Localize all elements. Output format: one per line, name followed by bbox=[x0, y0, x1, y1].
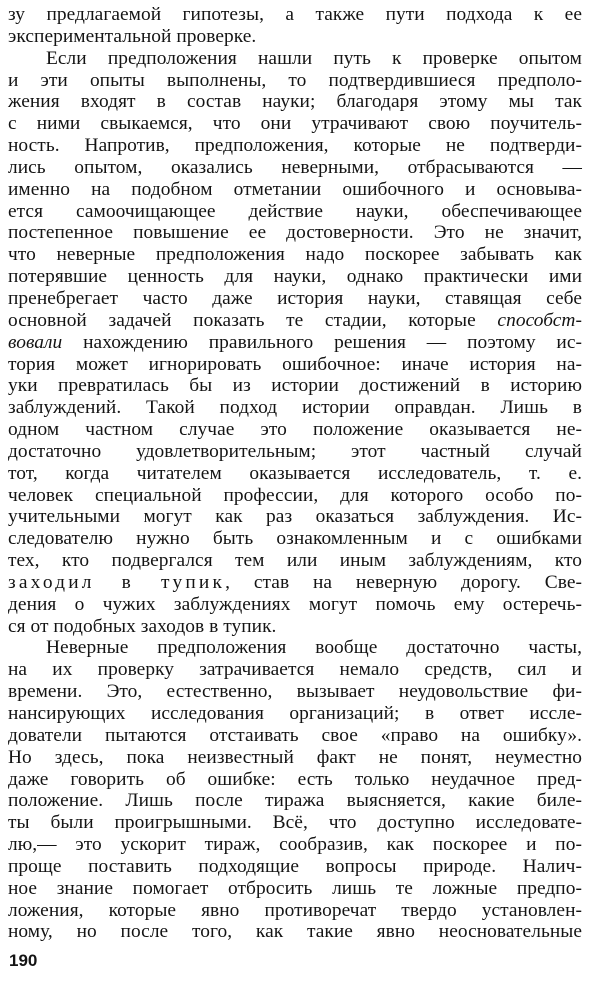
text-line: экспериментальной проверке. bbox=[8, 25, 257, 47]
emphasized-word: способст- bbox=[497, 309, 582, 331]
text-line: лись опытом, оказались неверными, отбрасываются — bbox=[8, 156, 582, 178]
text-line: именно на подобном отметании ошибочного и основыва- bbox=[8, 178, 582, 200]
text-line: с ними свыкаемся, что они утрачивают свою поучитель- bbox=[8, 113, 582, 135]
paragraph-first-line: Если предположения нашли путь к проверке опытом bbox=[46, 47, 582, 69]
text-line: на их проверку затрачивается немало средств, сил и bbox=[8, 659, 582, 681]
spaced-emphasis: заходил в тупик bbox=[8, 571, 226, 593]
text-line-with-spacing bbox=[8, 572, 582, 594]
text-line: дения о чужих заблуждениях могут помочь ему остеречь- bbox=[8, 593, 582, 615]
text-line: уки превратилась бы из истории достижений в историю bbox=[8, 375, 582, 397]
text-segment: нахождению правильного решения — поэтому ис- bbox=[62, 331, 582, 353]
text-line: Но здесь, пока неизвестный факт не понят, неуместно bbox=[8, 746, 582, 768]
text-line: пренебрегает часто даже история науки, ставящая себе bbox=[8, 287, 582, 309]
text-line: что неверные предположения надо поскорее забывать как bbox=[8, 244, 582, 266]
text-line-with-emphasis bbox=[8, 332, 582, 354]
text-line: достаточно удовлетворительным; этот частный случай bbox=[8, 440, 582, 462]
text-segment: основной задачей показать те стадии, которые bbox=[8, 309, 498, 331]
text-line: лю,— это ускорит тираж, сообразив, как поскорее и по- bbox=[8, 834, 582, 856]
text-line: даже говорить об ошибке: есть только неудачное пред- bbox=[8, 768, 582, 790]
text-line: постепенное повышение ее достоверности. Это не значит, bbox=[8, 222, 582, 244]
text-line: проще поставить подходящие вопросы природе. Налич- bbox=[8, 855, 582, 877]
text-line: ется самоочищающее действие науки, обеспечивающее bbox=[8, 200, 582, 222]
text-line: дователи пытаются отстаивать свое «право на ошибку». bbox=[8, 724, 582, 746]
text-line: зу предлагаемой гипотезы, а также пути подхода к ее bbox=[8, 4, 582, 25]
text-line: и эти опыты выполнены, то подтвердившиеся предполо- bbox=[8, 69, 582, 91]
text-line: учительными могут как раз оказаться заблуждения. Ис- bbox=[8, 506, 582, 528]
text-line: заблуждений. Такой подход истории оправдан. Лишь в bbox=[8, 397, 582, 419]
text-line: жения входят в состав науки; благодаря этому мы так bbox=[8, 91, 582, 113]
text-line: ность. Напротив, предположения, которые не подтверди- bbox=[8, 135, 582, 157]
text-line: тех, кто подвергался тем или иным заблуждениям, кто bbox=[8, 550, 582, 572]
text-line: ложения, которые явно противоречат твердо установлен- bbox=[8, 899, 582, 921]
text-line: тория может игнорировать ошибочное: иначе история на- bbox=[8, 353, 582, 375]
text-line: положение. Лишь после тиража выясняется, какие биле- bbox=[8, 790, 582, 812]
text-line: нансирующих исследования организаций; в ответ иссле- bbox=[8, 703, 582, 724]
text-line: тот, когда читателем оказывается исследователь, т. е. bbox=[8, 462, 582, 484]
text-line: одном частном случае это положение оказывается не- bbox=[8, 419, 582, 441]
text-line: времени. Это, естественно, вызывает неудовольствие фи- bbox=[8, 681, 582, 703]
text-line: ты были проигрышными. Всё, что доступно исследовате- bbox=[8, 812, 582, 834]
text-line: ное знание помогает отбросить лишь те ложные предпо- bbox=[8, 877, 582, 899]
paragraph-first-line: Неверные предположения вообще достаточно часты, bbox=[46, 637, 582, 659]
text-line: ному, но после того, как такие явно неосновательные bbox=[8, 921, 582, 943]
text-line: потерявшие ценность для науки, однако практически ими bbox=[8, 266, 582, 288]
text-segment: , став на неверную дорогу. Све- bbox=[225, 571, 582, 593]
book-page-text bbox=[8, 4, 582, 943]
page-number: 190 bbox=[9, 951, 38, 970]
text-line-with-emphasis bbox=[8, 310, 582, 332]
text-line: человек специальной профессии, для которого особо по- bbox=[8, 484, 582, 506]
text-line: ся от подобных заходов в тупик. bbox=[8, 615, 277, 637]
text-line: следователю нужно быть ознакомленным и с ошибками bbox=[8, 528, 582, 550]
emphasized-word: вовали bbox=[8, 331, 63, 353]
